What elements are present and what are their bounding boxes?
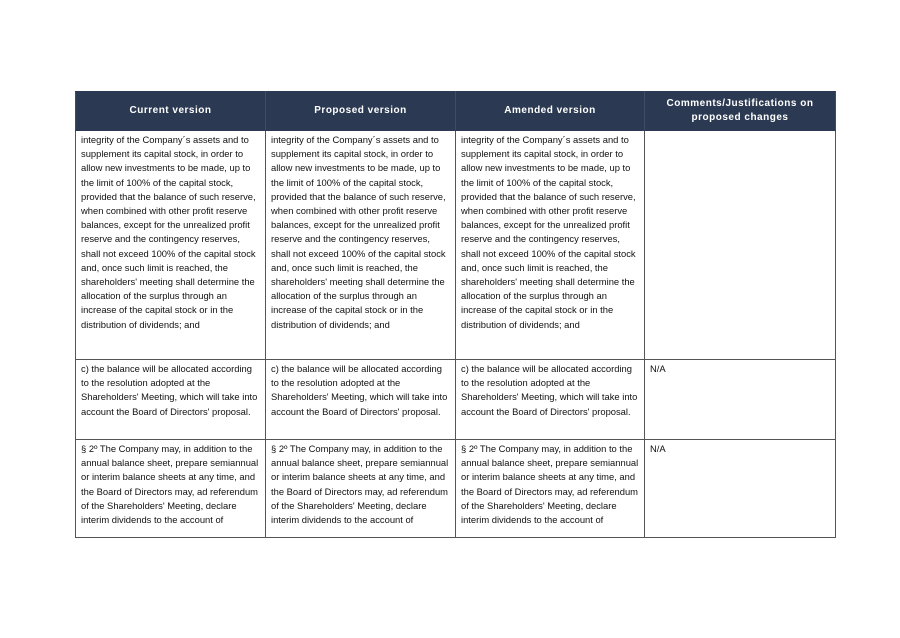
cell-comments: N/A (645, 440, 836, 538)
cell-current-version: integrity of the Company´s assets and to supplement its capital stock, in order to allow new investments to be made, up to the limit of 100% of the capital stock, provided that the balance of such reserve, when combined with other profit reserve balances, except for the unrealized profit reserve and the contingency reserves, shall not exceed 100% of the capital stock and, once such limit is reached, the shareholders' meeting shall determine the allocation of the surplus through an increase of the capital stock or in the distribution of dividends; and (76, 131, 266, 360)
table-row (76, 440, 836, 538)
header-amended-version: Amended version (456, 92, 645, 131)
table-row (76, 131, 836, 360)
header-current-version: Current version (76, 92, 266, 131)
cell-comments: N/A (645, 360, 836, 440)
cell-current-version: § 2º The Company may, in addition to the annual balance sheet, prepare semiannual or interim balance sheets at any time, and the Board of Directors may, ad referendum of the Shareholders' Meeting, declare interim dividends to the account of (76, 440, 266, 538)
cell-amended-version: c) the balance will be allocated according to the resolution adopted at the Shareholders' Meeting, which will take into account the Board of Directors' proposal. (456, 360, 645, 440)
table-row (76, 360, 836, 440)
cell-amended-version: integrity of the Company´s assets and to supplement its capital stock, in order to allow new investments to be made, up to the limit of 100% of the capital stock, provided that the balance of such reserve, when combined with other profit reserve balances, except for the unrealized profit reserve and the contingency reserves, shall not exceed 100% of the capital stock and, once such limit is reached, the shareholders' meeting shall determine the allocation of the surplus through an increase of the capital stock or in the distribution of dividends; and (456, 131, 645, 360)
cell-proposed-version: integrity of the Company´s assets and to supplement its capital stock, in order to allow new investments to be made, up to the limit of 100% of the capital stock, provided that the balance of such reserve, when combined with other profit reserve balances, except for the unrealized profit reserve and the contingency reserves, shall not exceed 100% of the capital stock and, once such limit is reached, the shareholders' meeting shall determine the allocation of the surplus through an increase of the capital stock or in the distribution of dividends; and (266, 131, 456, 360)
cell-amended-version: § 2º The Company may, in addition to the annual balance sheet, prepare semiannual or interim balance sheets at any time, and the Board of Directors may, ad referendum of the Shareholders' Meeting, declare interim dividends to the account of (456, 440, 645, 538)
table-header-row (76, 92, 836, 131)
cell-proposed-version: c) the balance will be allocated according to the resolution adopted at the Shareholders' Meeting, which will take into account the Board of Directors' proposal. (266, 360, 456, 440)
cell-current-version: c) the balance will be allocated according to the resolution adopted at the Shareholders' Meeting, which will take into account the Board of Directors' proposal. (76, 360, 266, 440)
cell-proposed-version: § 2º The Company may, in addition to the annual balance sheet, prepare semiannual or interim balance sheets at any time, and the Board of Directors may, ad referendum of the Shareholders' Meeting, declare interim dividends to the account of (266, 440, 456, 538)
amendments-comparison-table (75, 91, 836, 538)
header-proposed-version: Proposed version (266, 92, 456, 131)
cell-comments (645, 131, 836, 360)
header-comments-justifications: Comments/Justifications on proposed changes (645, 92, 836, 131)
